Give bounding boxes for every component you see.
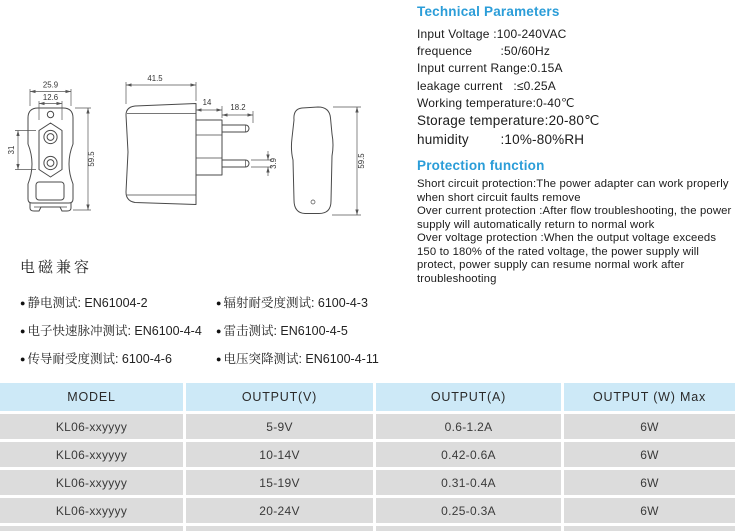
protection-over-voltage: Over voltage protection :When the output voltage exceeds 150 to 180% of the rated voltage, the power supply will protect, power supply can resume normal work after troubleshooting [417,232,717,285]
cell-model: KL06-xxyyyy [0,498,183,523]
cell-output-v: 10-14V [186,442,373,467]
cell-output-w: 6W [564,414,735,439]
bullet-icon: ● [216,298,222,308]
header-output-w: OUTPUT (W) Max [564,383,735,411]
header-output-v: OUTPUT(V) [186,383,373,411]
header-model: MODEL [0,383,183,411]
table-row [0,498,735,523]
param-humidity: humidity :10%-80%RH [417,131,585,147]
table-header-row [0,383,735,411]
output-spec-table [0,383,735,531]
bullet-icon: ● [216,326,222,336]
dimension-label-side-pin-length: 18.2 [230,103,246,112]
param-storage-temperature: Storage temperature:20-80℃ [417,113,600,129]
cell-output-v: 5-9V [186,414,373,439]
emc-item-surge: ● 雷击测试: EN6100-4-5 [216,324,348,338]
dimension-label-side-body-width: 41.5 [147,74,163,83]
cell-output-a: 0.42-0.6A [376,442,561,467]
cell-output-a: 0.6-1.2A [376,414,561,439]
cell-model: KL06-xxyyyy [0,414,183,439]
dimension-label-front-height: 59.5 [87,151,96,167]
dimension-label-front-outer-width: 25.9 [42,80,59,90]
dimension-label-front-slot-height: 31 [7,145,16,155]
cell-output-v: 15-19V [186,470,373,495]
dimension-label-side-pin-diameter: 3.9 [269,158,278,169]
technical-parameters-section [417,4,735,149]
table-row [0,414,735,439]
bullet-icon: ● [20,298,26,308]
cell-model: KL06-xxyyyy [0,442,183,467]
side-view-drawing [126,74,278,205]
header-output-a: OUTPUT(A) [376,383,561,411]
bullet-icon: ● [20,354,26,364]
adapter-dimension-drawings [5,60,400,245]
emc-item-voltage-dip: ● 电压突降测试: EN6100-4-11 [216,352,379,366]
technical-parameters-title: Technical Parameters [417,4,560,19]
cell-output-w: 6W [564,498,735,523]
table-row-clipped [0,526,735,531]
param-working-temperature: Working temperature:0-40℃ [417,95,575,110]
protection-over-current: Over current protection :After flow troubleshooting, the power supply will automatically return to normal work [417,205,732,231]
dimension-label-back-height: 59.5 [357,153,366,169]
emc-section [20,256,410,367]
cell-output-a: 0.31-0.4A [376,470,561,495]
cell-output-w: 6W [564,442,735,467]
dimension-label-front-inner-width: 12.6 [42,93,59,102]
protection-short-circuit: Short circuit protection:The power adapter can work properly when short circuit faults remove [417,178,729,204]
emc-item-fast-transient: ● 电子快速脉冲测试: EN6100-4-4 [20,324,202,338]
front-view-drawing [7,81,96,212]
back-view-drawing [291,107,366,215]
table-row [0,442,735,467]
emc-item-conducted-immunity: ● 传导耐受度测试: 6100-4-6 [20,352,172,366]
emc-item-radiated-immunity: ● 辐射耐受度测试: 6100-4-3 [216,296,368,310]
cell-output-v: 20-24V [186,498,373,523]
dimension-label-side-plug-depth: 14 [202,98,212,107]
protection-function-section [417,158,735,286]
emc-title: 电磁兼容 [20,259,93,276]
param-frequence: frequence :50/60Hz [417,44,551,59]
emc-item-electrostatic: ● 静电测试: EN61004-2 [20,296,148,310]
param-input-voltage: Input Voltage :100-240VAC [417,27,567,41]
protection-function-title: Protection function [417,158,545,173]
param-input-current-range: Input current Range:0.15A [417,61,563,76]
param-leakage-current: leakage current :≤0.25A [417,78,556,93]
cell-output-a: 0.25-0.3A [376,498,561,523]
cell-output-w: 6W [564,470,735,495]
table-row [0,470,735,495]
bullet-icon: ● [216,354,222,364]
cell-model: KL06-xxyyyy [0,470,183,495]
bullet-icon: ● [20,326,26,336]
